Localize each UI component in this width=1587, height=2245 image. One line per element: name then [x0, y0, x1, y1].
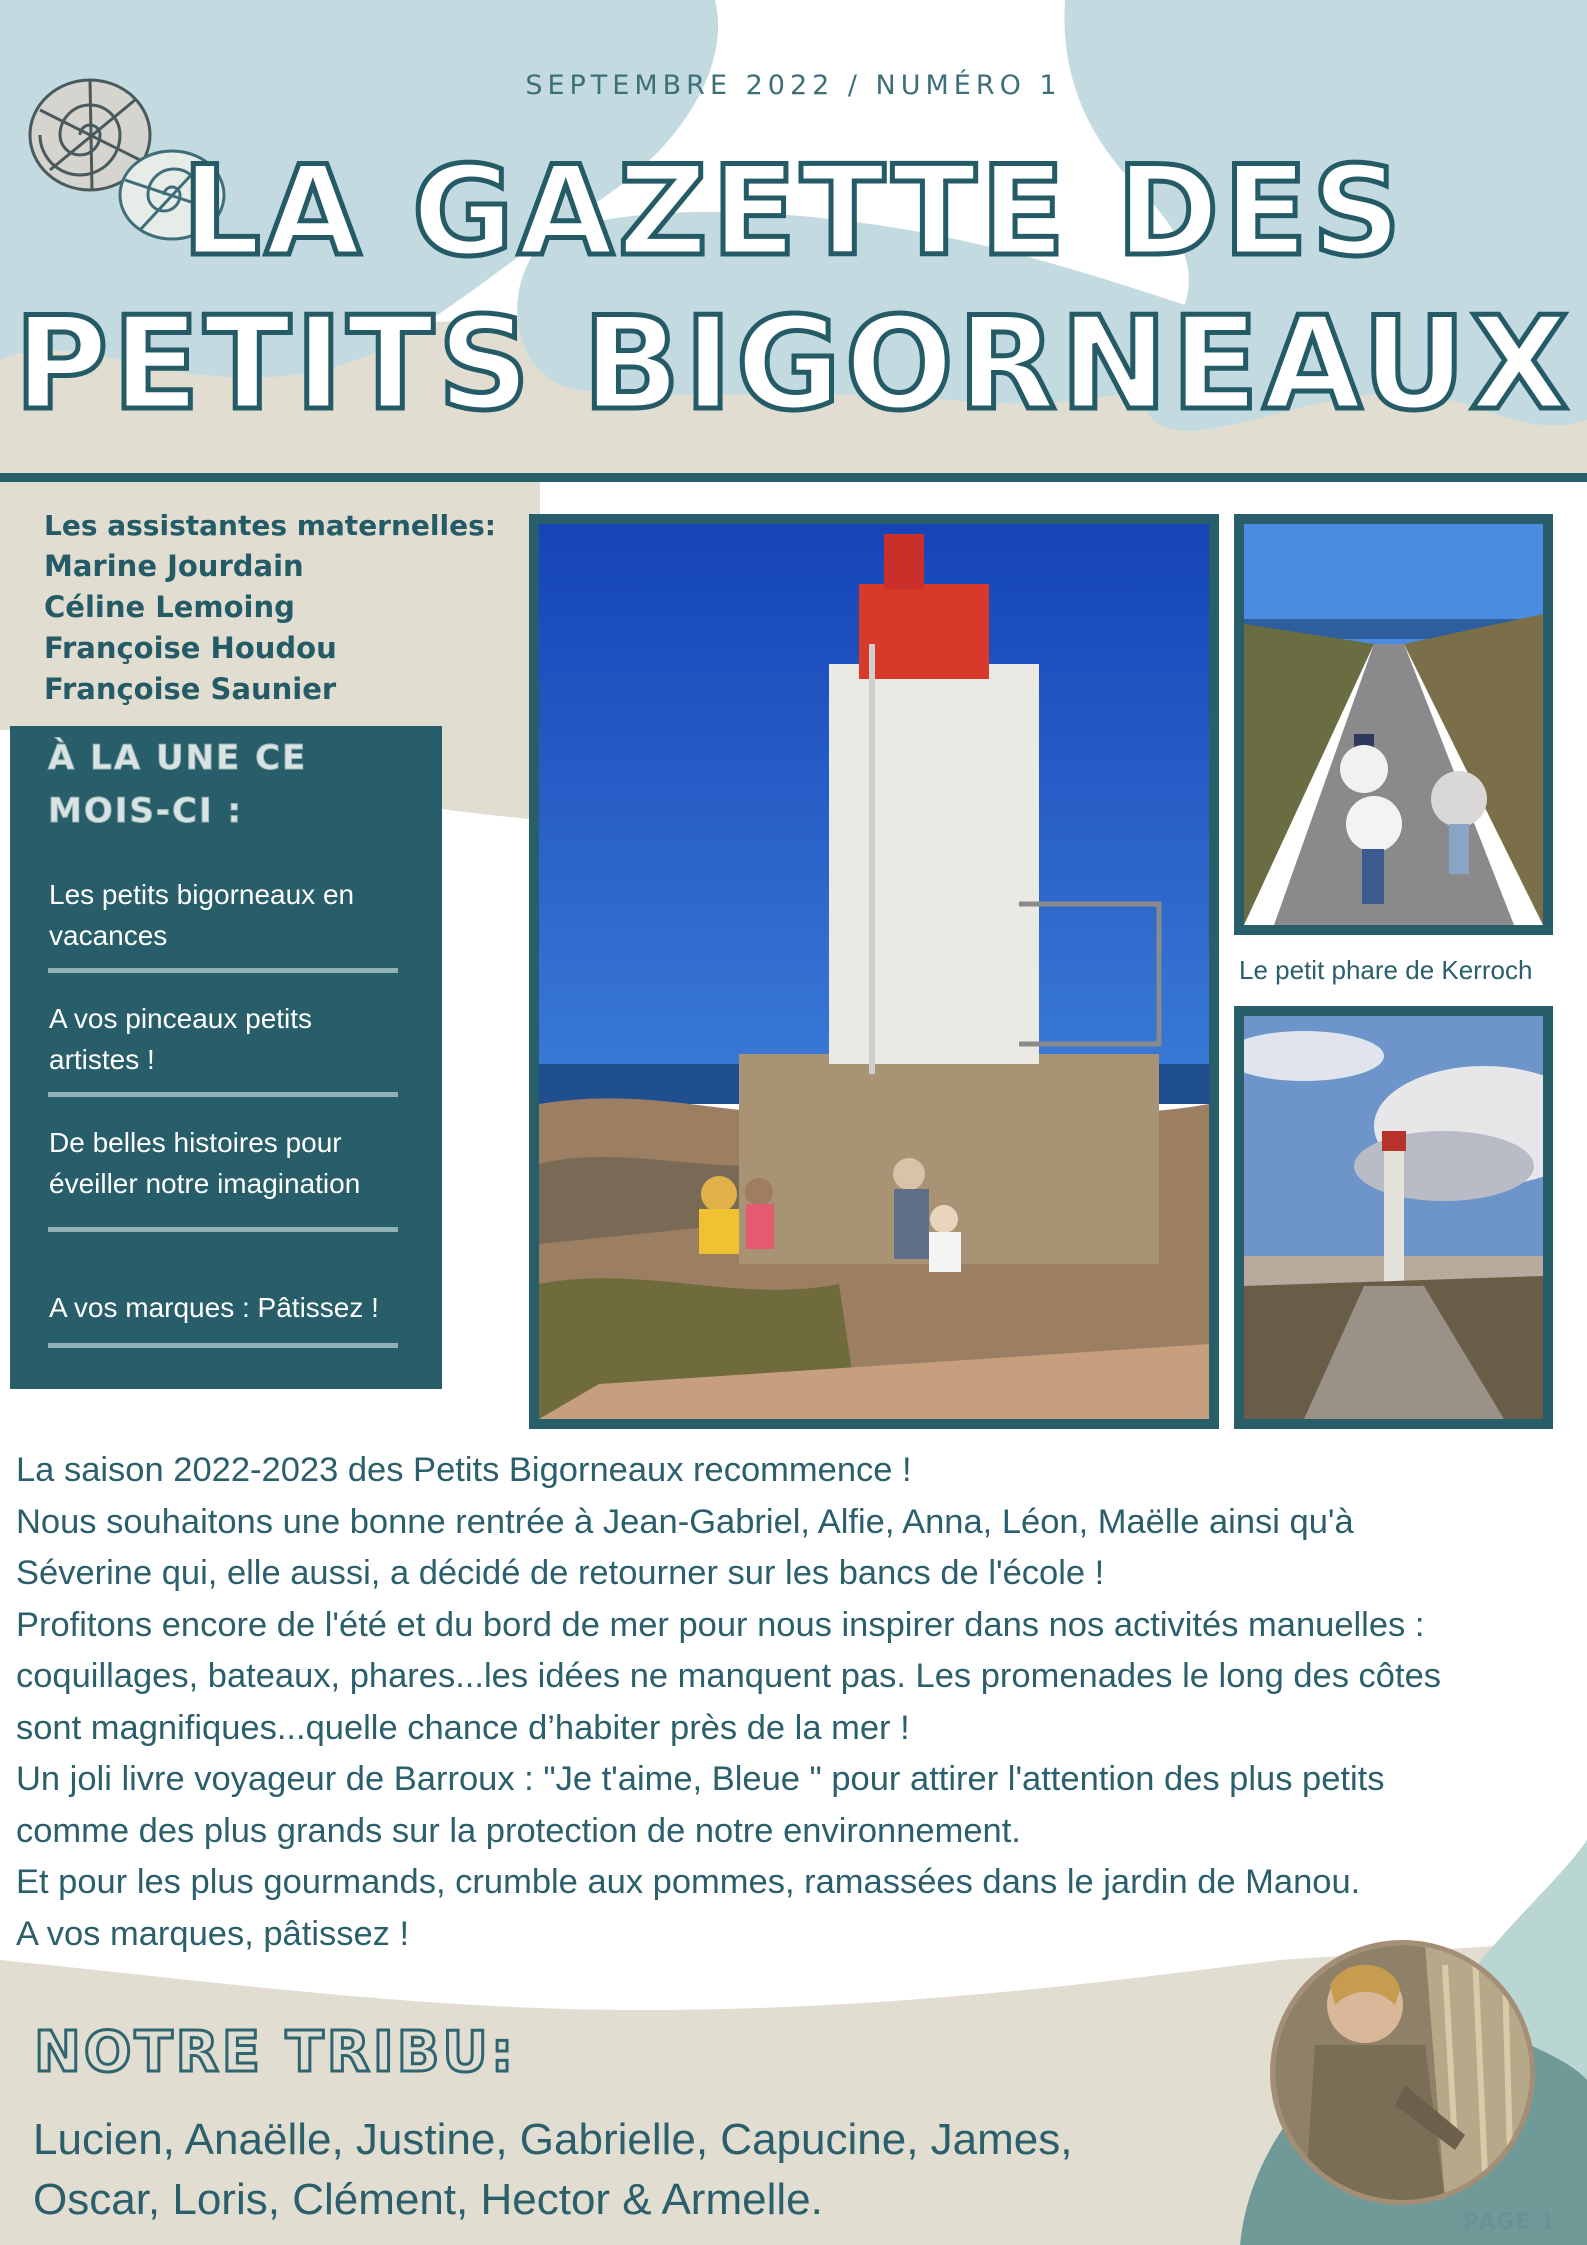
tribu-names: Lucien, Anaëlle, Justine, Gabrielle, Capucine, James, Oscar, Loris, Clément, Hector & Armelle. [33, 2115, 1073, 2224]
newsletter-title-line1: LA GAZETTE DES [181, 140, 1406, 284]
article-line: La saison 2022-2023 des Petits Bigorneaux recommence ! [16, 1451, 912, 1489]
staff-list [44, 505, 496, 710]
newsletter-title-line2: PETITS BIGORNEAUX [14, 290, 1573, 439]
page-number: PAGE 1 [1463, 2210, 1557, 2235]
child-portrait-photo [1270, 1940, 1535, 2205]
staff-name: Céline Lemoing [44, 590, 295, 624]
path-photo [1234, 514, 1553, 935]
contents-item: A vos pinceaux petits artistes ! [49, 1003, 313, 1075]
staff-name: Françoise Houdou [44, 631, 337, 665]
article-line: coquillages, bateaux, phares...les idées ne manquent pas. Les promenades le long des côtes [16, 1657, 1442, 1695]
contents-item: De belles histoires pour éveiller notre imagination [49, 1127, 361, 1199]
header-divider [0, 473, 1587, 482]
article-line: Un joli livre voyageur de Barroux : "Je t'aime, Bleue " pour attirer l'attention des plus petits [16, 1760, 1385, 1798]
tribu-heading: NOTRE TRIBU: [34, 2020, 517, 2085]
article-line: Et pour les plus gourmands, crumble aux pommes, ramassées dans le jardin de Manou. [16, 1863, 1361, 1901]
contents-separator [48, 1343, 398, 1348]
article-line: A vos marques, pâtissez ! [16, 1914, 410, 1953]
staff-heading: Les assistantes maternelles: [44, 509, 496, 542]
issue-date: SEPTEMBRE 2022 / NUMÉRO 1 [525, 70, 1062, 101]
contents-separator [48, 1227, 398, 1232]
article-line: Séverine qui, elle aussi, a décidé de retourner sur les bancs de l'école ! [16, 1554, 1105, 1592]
article-line: sont magnifiques...quelle chance d’habiter près de la mer ! [16, 1708, 910, 1747]
sunset-lighthouse-photo [1234, 1006, 1553, 1429]
contents-item: Les petits bigorneaux en vacances [49, 879, 355, 951]
contents-item: A vos marques : Pâtissez ! [49, 1292, 379, 1323]
article-line: Profitons encore de l'été et du bord de mer pour nous inspirer dans nos activités manuelles : [16, 1605, 1425, 1644]
staff-name: Marine Jourdain [44, 549, 304, 583]
contents-heading: À LA UNE CE MOIS-CI : [48, 738, 308, 831]
photo-caption: Le petit phare de Kerroch [1239, 955, 1533, 985]
article-line: Nous souhaitons une bonne rentrée à Jean-Gabriel, Alfie, Anna, Léon, Maëlle ainsi qu'à [16, 1502, 1354, 1541]
lighthouse-photo [529, 514, 1219, 1429]
article-body [16, 1445, 1581, 1960]
contents-separator [48, 968, 398, 973]
contents-separator [48, 1092, 398, 1097]
staff-name: Françoise Saunier [44, 672, 337, 706]
article-line: comme des plus grands sur la protection de notre environnement. [16, 1811, 1021, 1850]
